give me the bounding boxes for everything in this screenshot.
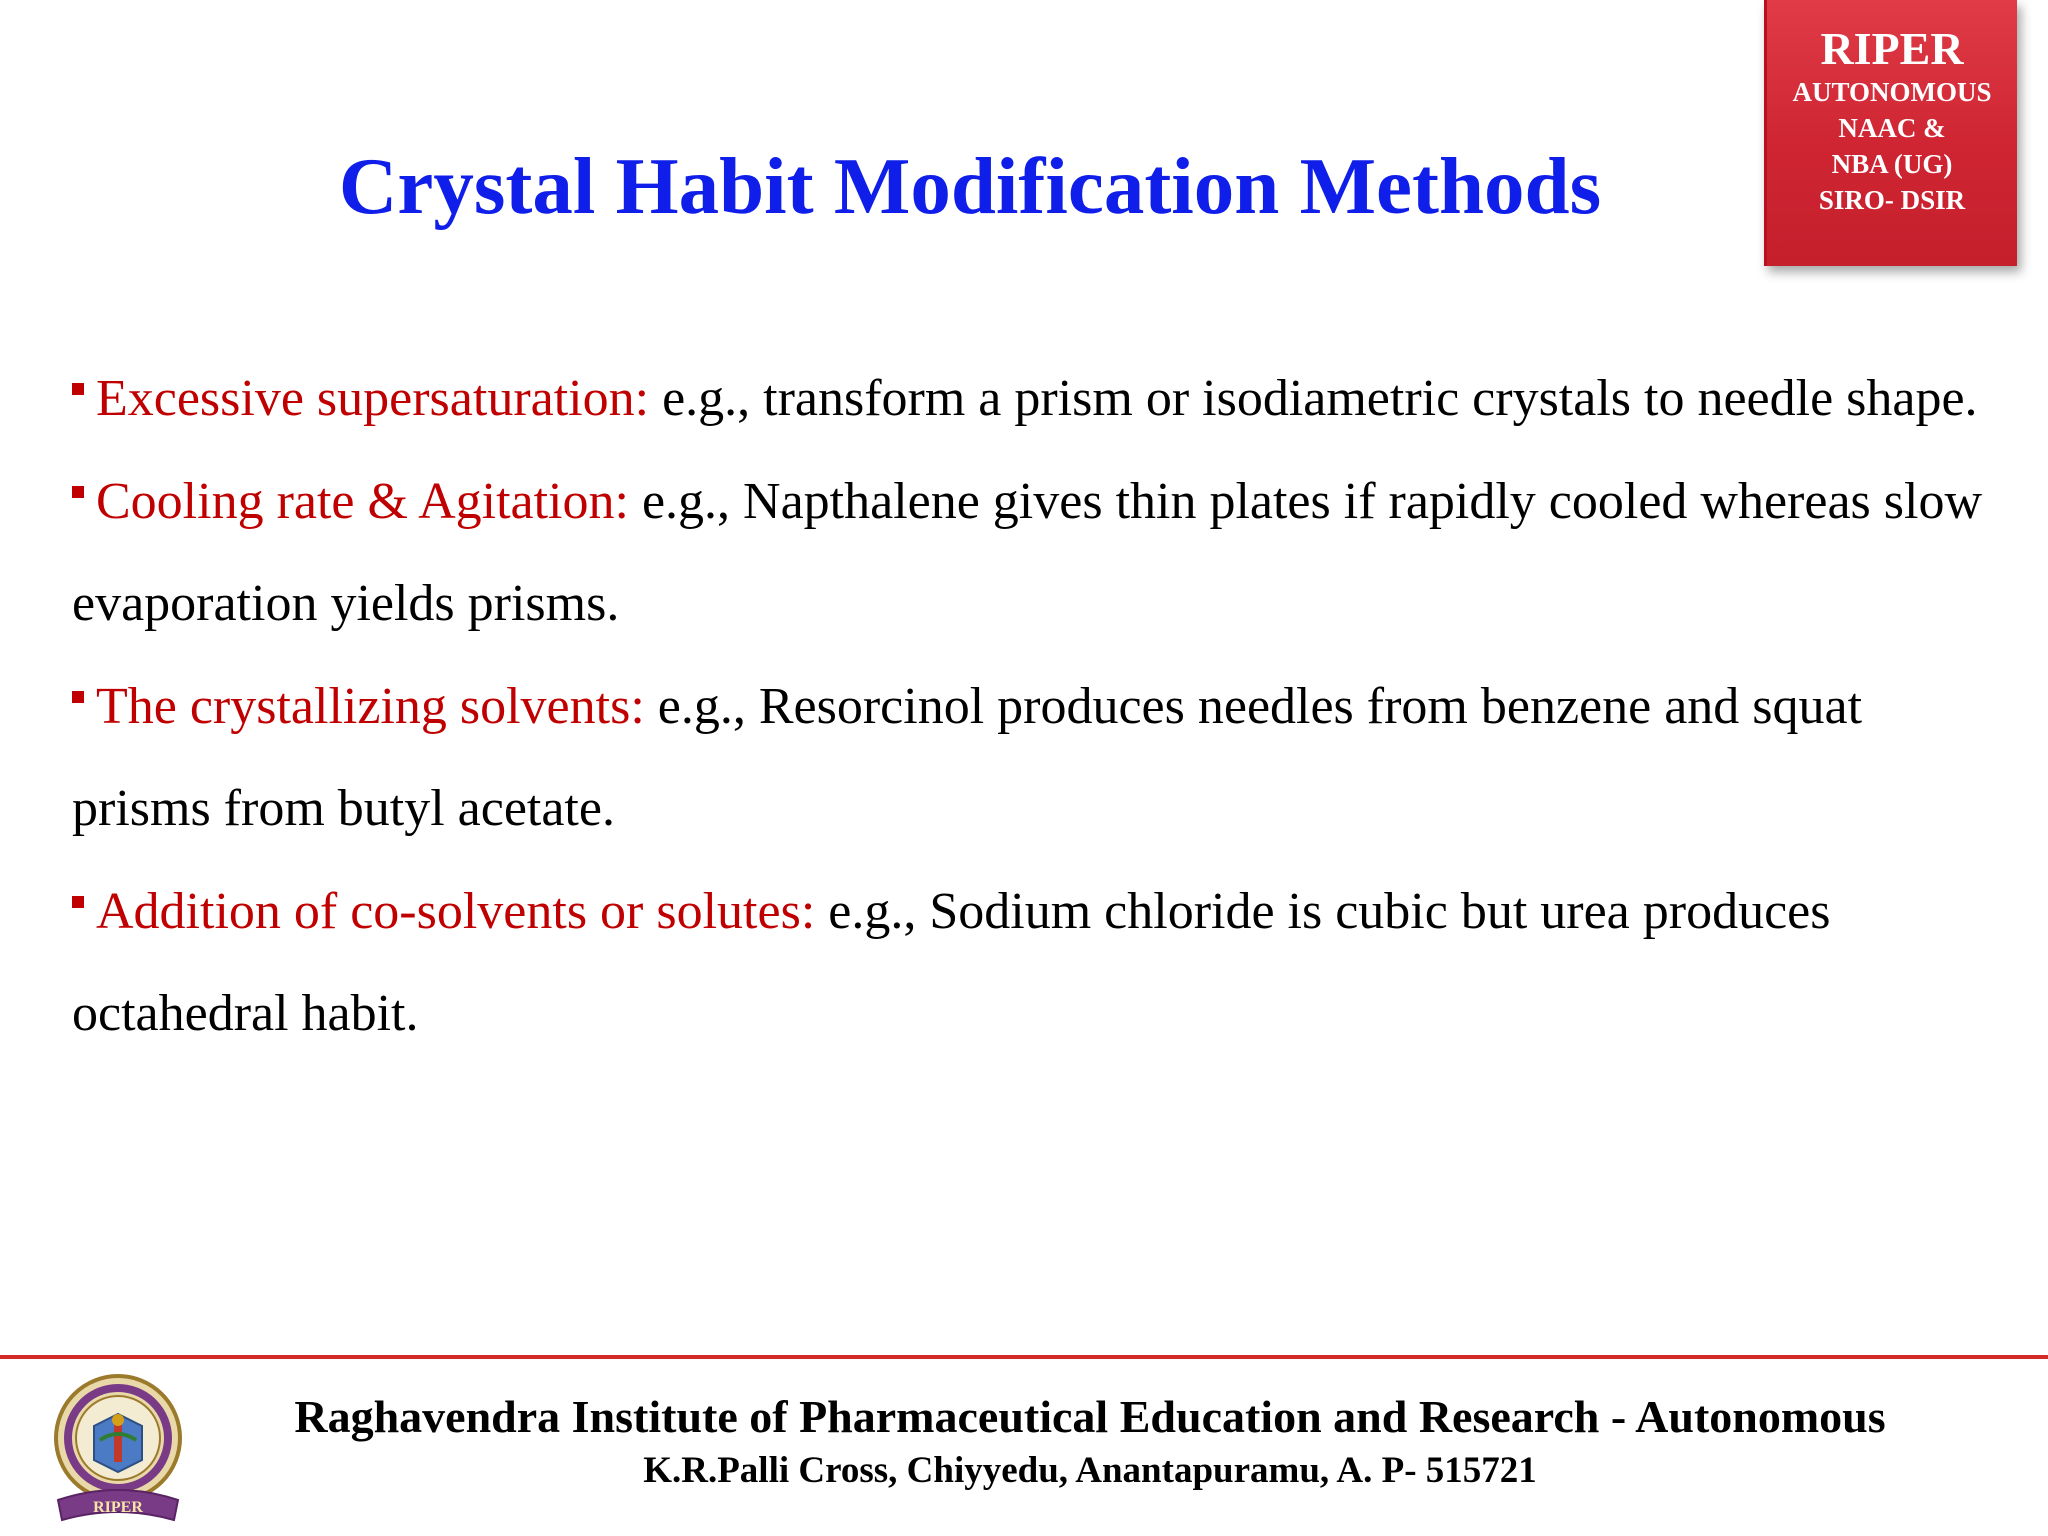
institution-badge — [1764, 0, 2017, 266]
footer-institution-name: Raghavendra Institute of Pharmaceutical Education and Research - Autonomous — [294, 1391, 1886, 1442]
list-item — [72, 656, 2002, 861]
square-bullet-icon — [72, 691, 84, 703]
item-term: The crystallizing solvents: — [96, 677, 645, 735]
item-text: e.g., Sodium chloride is cubic but urea produces octahedral habit. — [72, 882, 1831, 1042]
square-bullet-icon — [72, 896, 84, 908]
bullet-list — [72, 348, 2002, 1066]
badge-line-accreditation: AUTONOMOUS — [1792, 77, 1992, 107]
badge-line-siro: SIRO- DSIR — [1818, 185, 1966, 215]
list-item — [72, 861, 2002, 1066]
badge-line-nba: NBA (UG) — [1831, 149, 1953, 179]
slide-title: Crystal Habit Modification Methods — [338, 141, 1602, 231]
item-term: Excessive supersaturation: — [96, 370, 650, 427]
item-text: e.g., Resorcinol produces needles from benzene and squat prisms from butyl acetate. — [72, 677, 1863, 837]
item-text: e.g., Napthalene gives thin plates if rapidly cooled whereas slow evaporation yields prisms. — [72, 472, 1982, 632]
item-text: e.g., transform a prism or isodiametric crystals to needle shape. — [649, 370, 1978, 427]
item-term: Cooling rate & Agitation: — [96, 472, 629, 530]
footer-divider — [0, 1355, 2048, 1359]
list-item — [72, 348, 2002, 451]
square-bullet-icon — [72, 383, 84, 395]
square-bullet-icon — [72, 486, 84, 498]
institution-seal-icon — [44, 1368, 192, 1528]
list-item — [72, 451, 2002, 656]
badge-line-naac: NAAC & — [1838, 113, 1946, 143]
badge-name: RIPER — [1820, 23, 1964, 74]
item-term: Addition of co-solvents or solutes: — [96, 882, 816, 940]
seal-banner-text: RIPER — [93, 1499, 143, 1516]
footer-address: K.R.Palli Cross, Chiyyedu, Anantapuramu, A. P- 515721 — [643, 1450, 1537, 1491]
